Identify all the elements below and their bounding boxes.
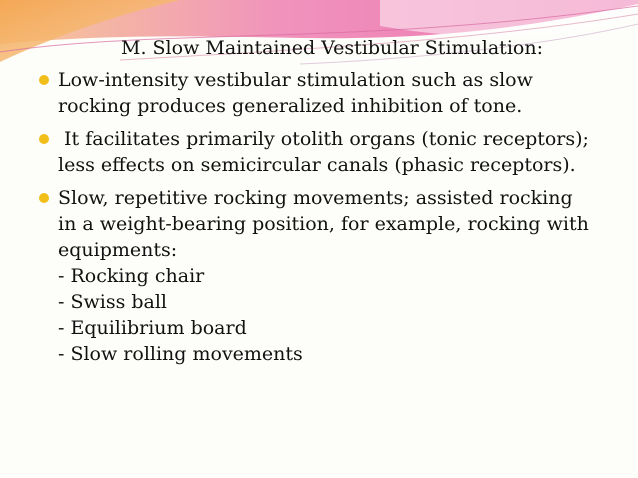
bullet-list <box>0 67 618 374</box>
bullet-line: - Rocking chair <box>58 265 205 287</box>
bullet-line: rocking produces generalized inhibition of tone. <box>58 95 523 117</box>
bullet-line: - Slow rolling movements <box>58 343 303 365</box>
bullet-dot-icon <box>39 134 49 144</box>
slide-title: M. Slow Maintained Vestibular Stimulation: <box>121 37 543 59</box>
bullet-line: It facilitates primarily otolith organs (tonic receptors); <box>58 128 589 150</box>
bullet-line: in a weight-bearing position, for example, rocking with <box>58 213 589 235</box>
bullet-dot-icon <box>39 75 49 85</box>
bullet-line: equipments: <box>58 239 178 261</box>
bullet-line: less effects on semicircular canals (phasic receptors). <box>58 154 576 176</box>
bullet-item <box>0 126 618 178</box>
bullet-item <box>0 67 618 119</box>
bullet-item <box>0 185 618 367</box>
bullet-dot-icon <box>39 193 49 203</box>
bullet-line: Slow, repetitive rocking movements; assisted rocking <box>58 187 573 209</box>
bullet-line: - Equilibrium board <box>58 317 247 339</box>
bullet-line: - Swiss ball <box>58 291 167 313</box>
bullet-line: Low-intensity vestibular stimulation such as slow <box>58 69 533 91</box>
